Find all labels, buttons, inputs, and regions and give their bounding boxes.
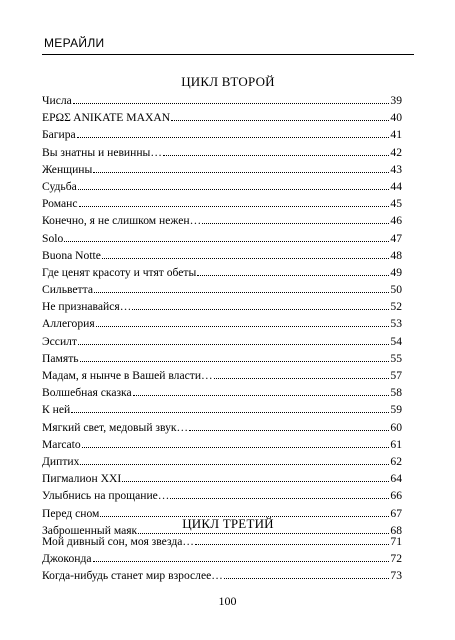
toc-entry — [42, 472, 402, 489]
dot-leader — [132, 309, 389, 310]
toc-entry — [42, 455, 402, 472]
dot-leader — [195, 544, 389, 545]
dot-leader — [77, 137, 390, 138]
toc-entry — [42, 317, 402, 334]
toc-entry — [42, 569, 402, 586]
toc-entry-title: Багира — [42, 128, 76, 142]
dot-leader — [122, 481, 389, 482]
toc-entry-page: 66 — [390, 489, 402, 503]
dot-leader — [163, 155, 389, 156]
dot-leader — [93, 561, 390, 562]
toc-entry-page: 57 — [390, 369, 402, 382]
toc-entry — [42, 438, 402, 455]
dot-leader — [82, 447, 390, 448]
toc-entry — [42, 552, 402, 569]
toc-entry — [42, 197, 402, 214]
toc-entry-title: Мягкий свет, медовый звук… — [42, 420, 189, 434]
toc-entry-title: Вы знатны и невинны… — [42, 145, 162, 159]
toc-entry-title: Мой дивный сон, моя звезда… — [42, 535, 194, 548]
dot-leader — [224, 578, 390, 579]
dot-leader — [64, 241, 389, 242]
toc-entry-title: Джоконда — [42, 552, 92, 566]
toc-entry — [42, 403, 402, 420]
toc-entry-page: 71 — [390, 535, 402, 548]
toc-entry-title: Судьба — [42, 179, 77, 193]
toc-entry — [42, 386, 402, 403]
dot-leader — [80, 361, 390, 362]
toc-entry — [42, 421, 402, 438]
toc-entry-page: 39 — [390, 94, 402, 107]
toc-entry — [42, 489, 402, 506]
toc-entry-title: Marcato — [42, 437, 81, 451]
header-rule — [42, 54, 414, 55]
page-number: 100 — [218, 594, 237, 608]
toc-entry-page: 49 — [390, 265, 402, 279]
toc-entry-title: Конечно, я не слишком нежен… — [42, 214, 202, 228]
toc-entry-page: 68 — [390, 523, 402, 537]
toc-entry-page: 67 — [390, 506, 402, 520]
toc-entry-title: Где ценят красоту и чтят обеты — [42, 265, 197, 279]
dot-leader — [138, 533, 389, 534]
toc-entry-title: Мадам, я нынче в Вашей власти… — [42, 369, 213, 382]
dot-leader — [94, 292, 389, 293]
toc-entry — [42, 369, 402, 386]
toc-entry-title: Перед сном — [42, 506, 100, 520]
dot-leader — [171, 120, 389, 121]
toc-entry-page: 45 — [390, 197, 402, 211]
dot-leader — [79, 206, 390, 207]
running-head: МЕРАЙЛИ — [44, 36, 105, 50]
toc-entry-page: 48 — [390, 248, 402, 262]
toc-entry-page: 44 — [390, 179, 402, 193]
toc-entry — [42, 214, 402, 231]
toc-entry-title: Волшебная сказка — [42, 386, 132, 400]
toc-entry-page: 73 — [390, 569, 402, 583]
toc-entry-page: 60 — [390, 420, 402, 434]
dot-leader — [93, 172, 389, 173]
toc-entry — [42, 146, 402, 163]
toc-entry — [42, 266, 402, 283]
toc-entry-page: 53 — [390, 317, 402, 331]
toc-entry-page: 72 — [390, 552, 402, 566]
dot-leader — [102, 258, 389, 259]
toc-entry-title: Женщины — [42, 162, 93, 176]
toc-entry-title: Solo — [42, 231, 64, 245]
toc-entry-title: ΕΡΩΣ ΑΝΙΚΑΤΕ ΜΑΧΑΝ — [42, 111, 171, 125]
dot-leader — [189, 430, 389, 431]
toc-entry — [42, 163, 402, 180]
dot-leader — [71, 412, 389, 413]
toc-entry-page: 46 — [390, 214, 402, 228]
toc-entry-page: 43 — [390, 162, 402, 176]
toc-entry-title: Память — [42, 351, 79, 365]
dot-leader — [202, 223, 389, 224]
section-title-cycle-two: ЦИКЛ ВТОРОЙ — [181, 74, 275, 89]
dot-leader — [80, 464, 389, 465]
toc-entry-title: Не признавайся… — [42, 300, 132, 314]
toc-entry — [42, 335, 402, 352]
dot-leader — [197, 275, 389, 276]
toc-entry — [42, 111, 402, 128]
toc-entry — [42, 94, 402, 111]
toc-entry-title: К ней — [42, 403, 71, 417]
toc-entry-title: Эссилт — [42, 334, 78, 348]
toc-entry-page: 55 — [390, 351, 402, 365]
toc-entry-page: 54 — [390, 334, 402, 348]
toc-entry-title: Когда-нибудь станет мир взрослее… — [42, 569, 223, 583]
toc-entry-page: 59 — [390, 403, 402, 417]
toc-entry — [42, 180, 402, 197]
toc-entry-title: Улыбнись на прощание… — [42, 489, 170, 503]
toc-entry-title: Buona Notte — [42, 248, 101, 262]
dot-leader — [170, 498, 389, 499]
toc-entry-title: Диптих — [42, 454, 80, 468]
toc-entry-page: 42 — [390, 145, 402, 159]
toc-entry — [42, 283, 402, 300]
toc-entry-title: Пигмалион XXI — [42, 472, 122, 486]
toc-entry-page: 61 — [390, 437, 402, 451]
toc-entry-title: Романс — [42, 197, 78, 211]
dot-leader — [214, 378, 390, 379]
toc-entry-page: 64 — [390, 472, 402, 486]
dot-leader — [133, 395, 390, 396]
toc-entry-page: 47 — [390, 231, 402, 245]
toc-entry — [42, 249, 402, 266]
toc-entry-page: 40 — [390, 111, 402, 125]
toc-entry-title: Заброшенный маяк — [42, 523, 138, 537]
toc-entry — [42, 128, 402, 145]
toc-entry-page: 50 — [390, 283, 402, 297]
toc-entry-page: 62 — [390, 454, 402, 468]
dot-leader — [78, 344, 389, 345]
dot-leader — [78, 189, 390, 190]
toc-entry-page: 58 — [390, 386, 402, 400]
toc-entry-title: Числа — [42, 94, 72, 107]
dot-leader — [73, 103, 390, 104]
dot-leader — [96, 326, 390, 327]
toc-entry — [42, 300, 402, 317]
toc-entry — [42, 535, 402, 552]
toc-entry — [42, 352, 402, 369]
toc-entry — [42, 232, 402, 249]
toc-list-cycle-three — [42, 535, 402, 587]
section-title-cycle-three: ЦИКЛ ТРЕТИЙ — [182, 516, 274, 531]
toc-entry-page: 41 — [390, 128, 402, 142]
toc-entry-title: Сильветта — [42, 283, 93, 297]
toc-entry-title: Аллегория — [42, 317, 95, 331]
toc-entry-page: 52 — [390, 300, 402, 314]
toc-list-cycle-two — [42, 94, 402, 541]
